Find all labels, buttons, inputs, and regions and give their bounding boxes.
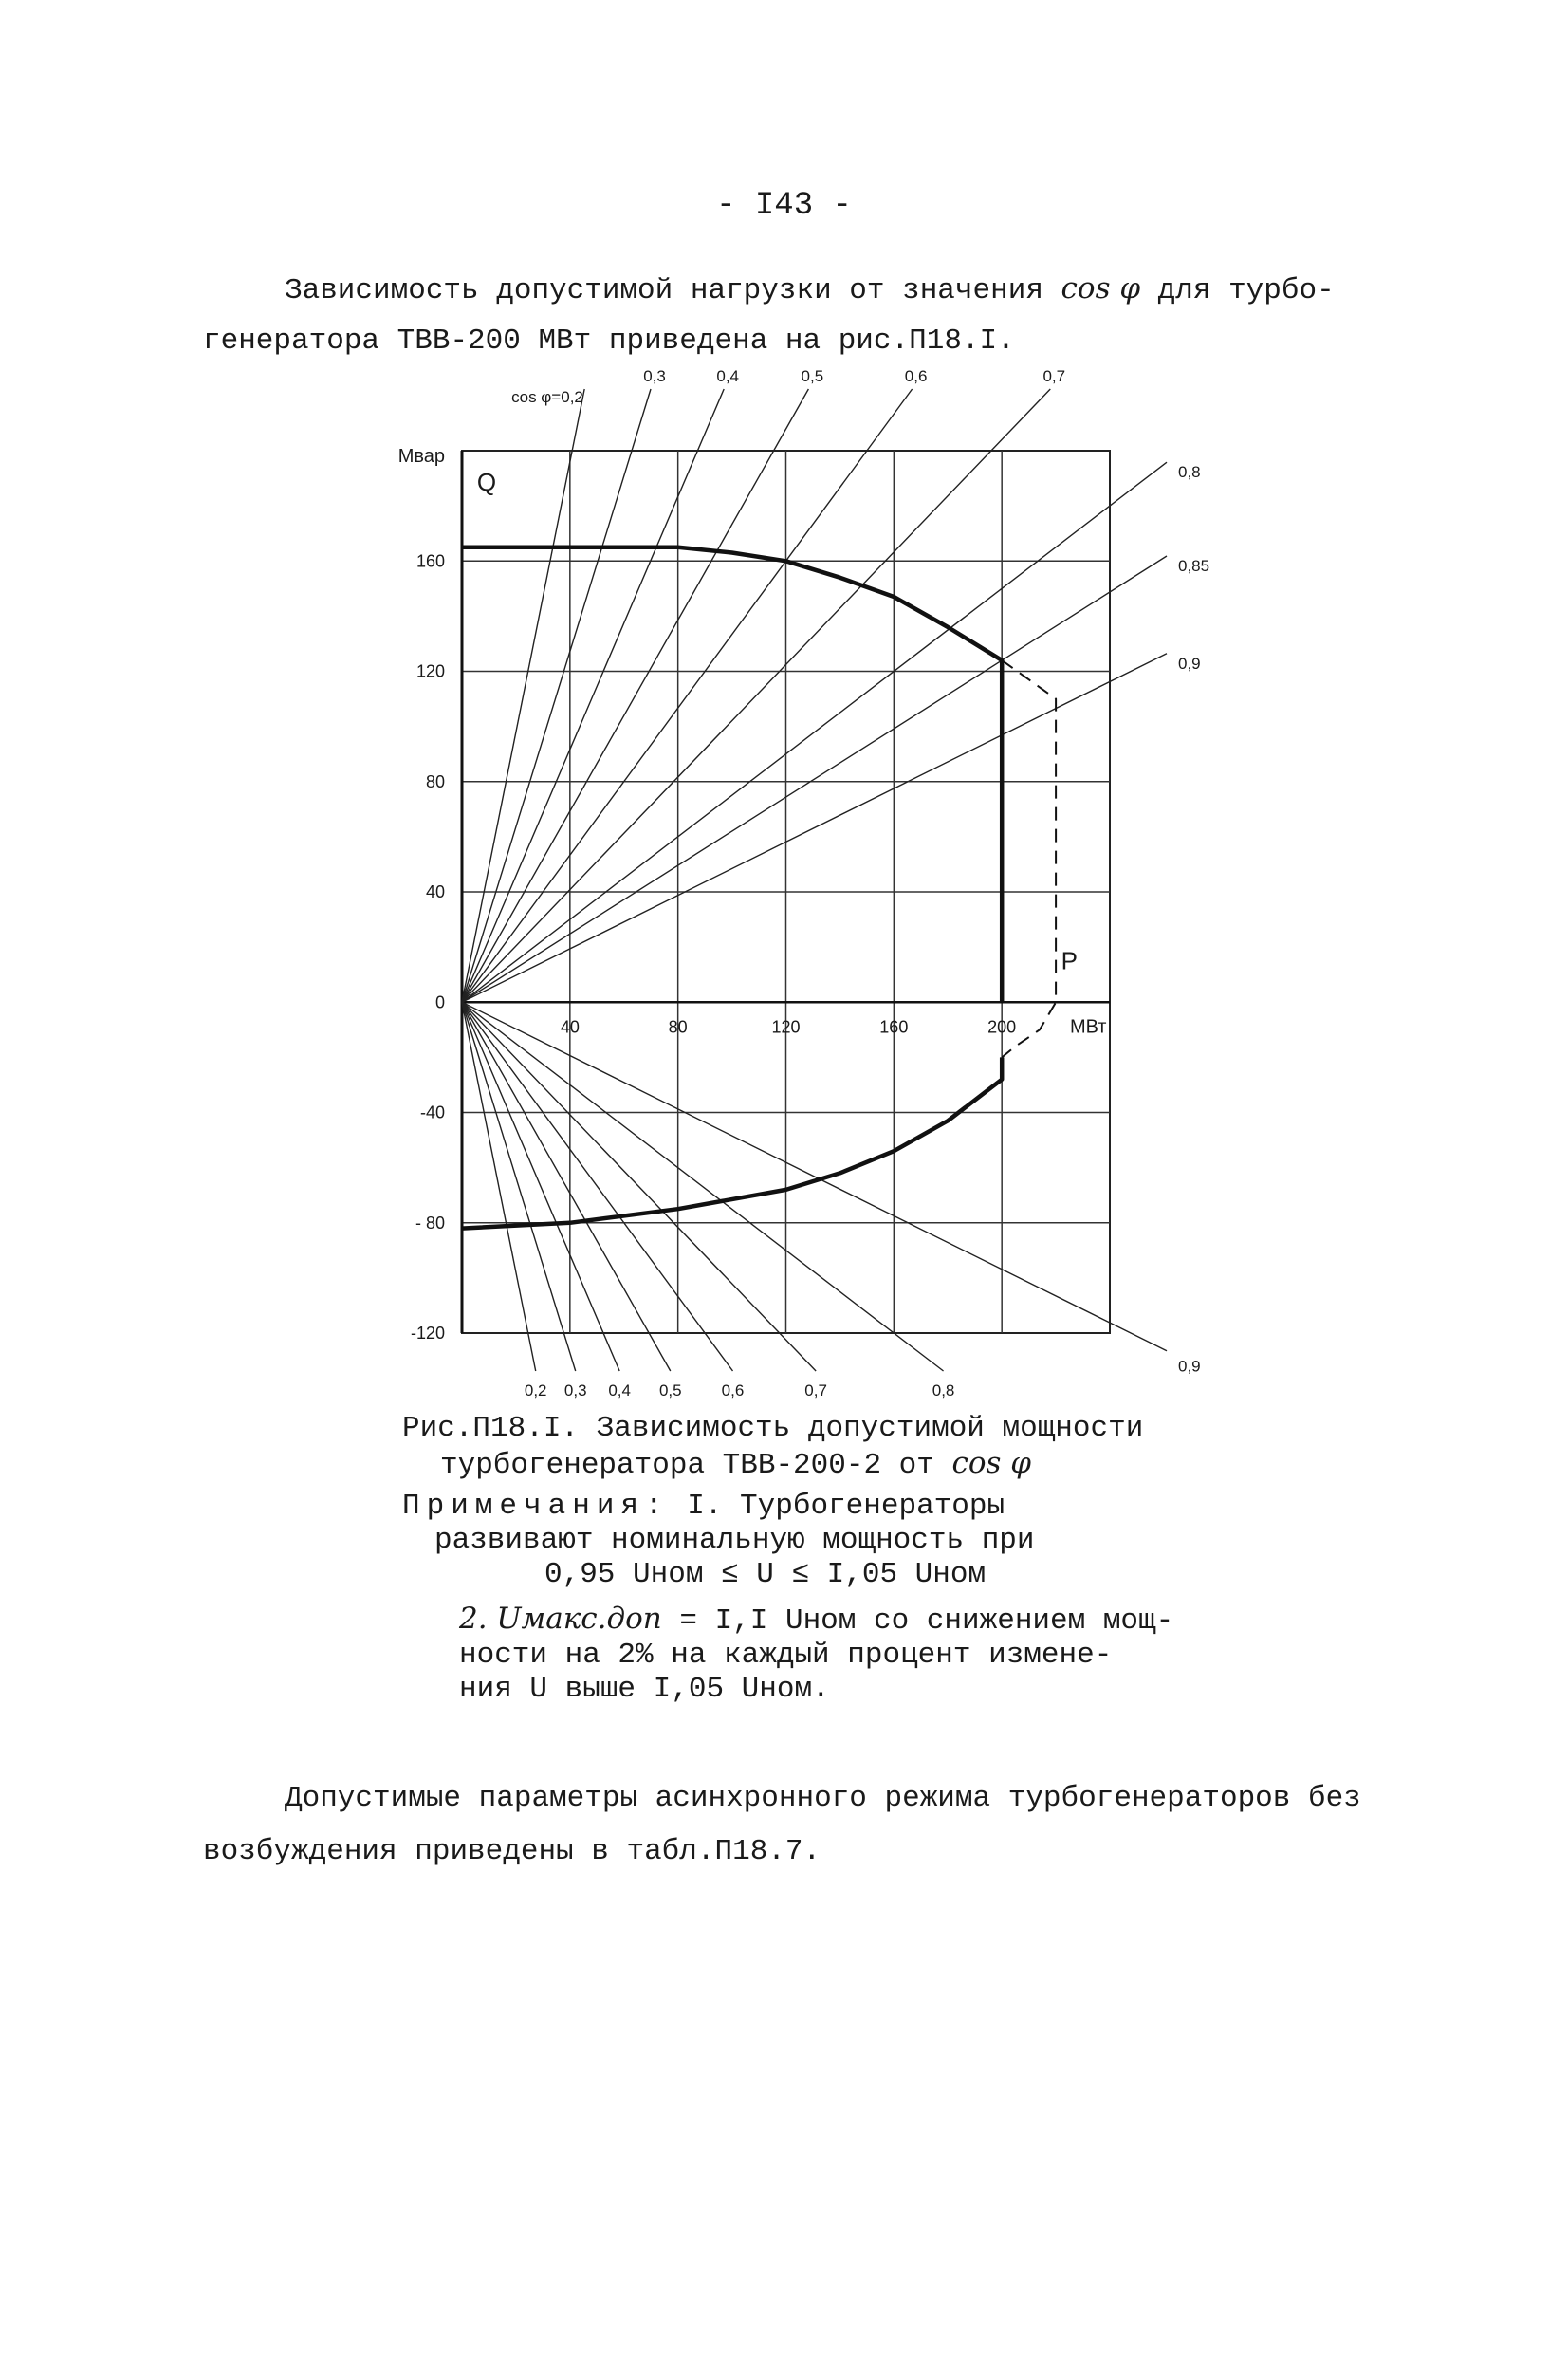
p-axis-label: P	[1061, 946, 1078, 975]
q-axis-label: Q	[476, 468, 497, 496]
caption-text: турбогенератора ТВВ-200-2 от	[440, 1449, 934, 1482]
note1-line1	[402, 1490, 1173, 1524]
cos-phi-axis-label: cos φ=0,2	[511, 388, 583, 406]
note1-text: I. Турбогенераторы	[687, 1490, 1005, 1523]
note2-line1	[402, 1602, 1173, 1639]
caption-line1: Рис.П18.I. Зависимость допустимой мощности	[402, 1412, 1144, 1445]
x-tick-label: 80	[668, 1017, 688, 1037]
y-tick-label: 120	[415, 661, 445, 681]
outro-paragraph: Допустимые параметры асинхронного режима турбогенераторов без	[285, 1782, 1361, 1815]
cos-line-lower	[462, 1002, 619, 1371]
cos-label-lower: 0,5	[658, 1381, 682, 1399]
cos-line-lower	[462, 1002, 733, 1371]
y-tick-label: 80	[425, 771, 445, 791]
notes-block	[402, 1490, 1173, 1707]
cos-label-upper: 0,7	[1042, 367, 1066, 385]
note2-line3: ния U выше I,05 Uном.	[459, 1673, 830, 1706]
x-tick-label: 200	[987, 1017, 1017, 1037]
limit-curve-lower-limit	[462, 1057, 1002, 1228]
x-axis-label: МВт	[1069, 1016, 1107, 1038]
cos-label-lower: 0,2	[524, 1381, 547, 1399]
cos-label-upper: 0,4	[716, 367, 740, 385]
y-tick-label: - 80	[415, 1213, 445, 1233]
note2-line2: ности на 2% на каждый процент измене-	[459, 1639, 1113, 1672]
y-tick-label: 0	[434, 992, 445, 1012]
intro-paragraph-line2: генератора ТВВ-200 МВт приведена на рис.П18.I.	[203, 324, 1015, 358]
cos-label-upper: 0,9	[1178, 654, 1201, 673]
cos-label-lower: 0,6	[721, 1381, 745, 1399]
cos-label-upper: 0,3	[643, 367, 666, 385]
x-tick-label: 120	[771, 1017, 801, 1037]
cos-label-lower: 0,9	[1178, 1357, 1201, 1376]
note1-line3: 0,95 Uном ≤ U ≤ I,05 Uном	[544, 1558, 987, 1591]
intro-text: Зависимость допустимой нагрузки от значения	[285, 274, 1043, 307]
cos-line-upper	[462, 462, 1167, 1002]
x-tick-label: 160	[879, 1017, 909, 1037]
y-tick-label: -120	[410, 1324, 445, 1343]
cos-line-lower	[462, 1002, 1167, 1350]
note2-text: = I,I Uном со снижением мощ-	[679, 1604, 1174, 1638]
intro-text: для турбо-	[1157, 274, 1335, 307]
cos-label-lower: 0,3	[563, 1381, 587, 1399]
cos-phi-symbol: cos φ	[1061, 271, 1141, 306]
cos-line-upper	[462, 556, 1167, 1002]
cos-phi-symbol: cos φ	[951, 1446, 1031, 1480]
cos-label-lower: 0,4	[608, 1381, 631, 1399]
cos-line-lower	[462, 1002, 576, 1371]
note1-line2: развивают номинальную мощность при	[434, 1524, 1035, 1557]
cos-line-lower	[462, 1002, 944, 1371]
cos-label-lower: 0,8	[932, 1381, 955, 1399]
cos-label-lower: 0,7	[804, 1381, 827, 1399]
u-max-symbol: 2. Uмакс.доп	[459, 1602, 662, 1636]
limit-curve-upper-limit-extended	[1002, 660, 1056, 1058]
caption-line2	[402, 1446, 1143, 1483]
notes-title: Примечания:	[402, 1490, 670, 1523]
y-tick-label: 160	[415, 551, 445, 571]
limit-curves	[462, 547, 1056, 1229]
cos-label-upper: 0,6	[904, 367, 928, 385]
cos-label-upper: 0,5	[801, 367, 824, 385]
chart-grid	[462, 451, 1110, 1333]
cos-line-upper	[462, 389, 913, 1002]
page-number: - I43 -	[716, 188, 852, 224]
figure-caption	[402, 1412, 1143, 1483]
y-tick-label: -40	[419, 1103, 445, 1122]
y-axis-label: Мвар	[397, 446, 445, 467]
cos-line-lower	[462, 1002, 536, 1371]
outro-paragraph-line2: возбуждения приведены в табл.П18.7.	[203, 1835, 821, 1868]
cos-label-upper: 0,85	[1178, 557, 1210, 576]
cos-label-upper: 0,8	[1178, 463, 1201, 482]
cos-line-upper	[462, 389, 724, 1002]
y-tick-label: 40	[425, 882, 445, 901]
x-tick-label: 40	[560, 1017, 580, 1037]
